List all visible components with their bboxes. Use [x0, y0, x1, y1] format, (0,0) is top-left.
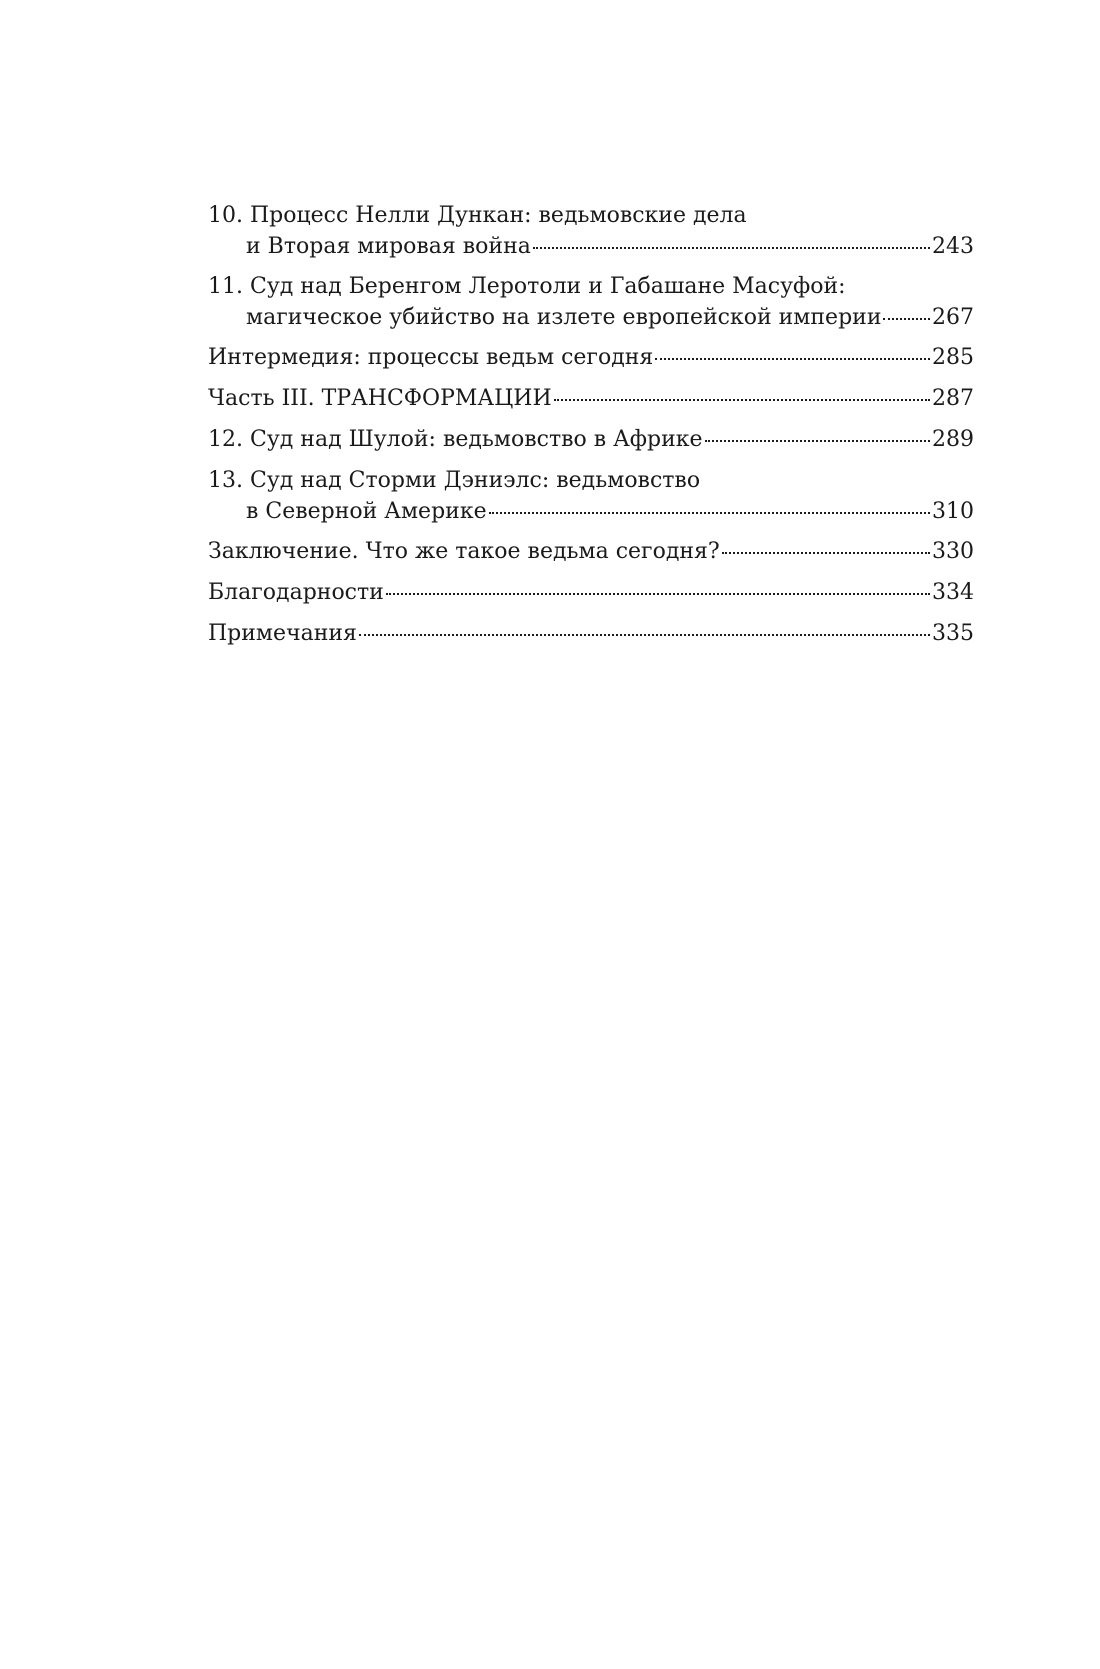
toc-entry-title-line2: магическое убийство на излете европейской империи [246, 305, 882, 330]
toc-entry-chapter-13 [208, 465, 974, 527]
dot-leader [533, 247, 930, 249]
toc-entry-notes [208, 618, 974, 649]
toc-entry-line [208, 383, 974, 414]
toc-page-number: 289 [932, 427, 974, 452]
toc-entry-title: 12. Суд над Шулой: ведьмовство в Африке [208, 427, 703, 452]
toc-entry-chapter-11 [208, 271, 974, 333]
toc-entry-title-line1: 13. Суд над Сторми Дэниэлс: ведьмовство [208, 468, 701, 493]
toc-entry-conclusion [208, 536, 974, 567]
toc-entry-title: Часть III. ТРАНСФОРМАЦИИ [208, 386, 552, 411]
dot-leader [489, 512, 930, 514]
toc-entry-title-line2: и Вторая мировая война [246, 234, 531, 259]
dot-leader [705, 440, 930, 442]
toc-entry-acknowledgements [208, 577, 974, 608]
toc-entry-line2 [208, 496, 974, 527]
dot-leader [359, 634, 930, 636]
toc-entry-line [208, 424, 974, 455]
toc-entry-chapter-12 [208, 424, 974, 455]
toc-page-number: 267 [932, 305, 974, 330]
toc-entry-line [208, 342, 974, 373]
toc-entry-line2 [208, 231, 974, 262]
toc-page-number: 335 [932, 621, 974, 646]
toc-entry-intermedia [208, 342, 974, 373]
dot-leader [883, 318, 930, 320]
toc-entry-part-3 [208, 383, 974, 414]
toc-entry-line [208, 536, 974, 567]
toc-entry-title: Примечания [208, 621, 357, 646]
toc-entry-title-line2: в Северной Америке [246, 499, 487, 524]
toc-entry-chapter-10 [208, 200, 974, 262]
toc-entry-title: Заключение. Что же такое ведьма сегодня? [208, 539, 720, 564]
toc-entry-title: Интермедия: процессы ведьм сегодня [208, 345, 654, 370]
toc-entry-line2 [208, 302, 974, 333]
dot-leader [386, 593, 930, 595]
toc-entry-line [208, 618, 974, 649]
toc-page-number: 243 [932, 234, 974, 259]
toc-entry-line [208, 577, 974, 608]
toc-page-number: 334 [932, 580, 974, 605]
toc-entry-title: Благодарности [208, 580, 384, 605]
dot-leader [655, 358, 930, 360]
dot-leader [722, 552, 930, 554]
toc-page-number: 285 [932, 345, 974, 370]
toc-page-number: 330 [932, 539, 974, 564]
toc-entry-title-line1: 11. Суд над Беренгом Леротоли и Габашане Масуфой: [208, 274, 846, 299]
dot-leader [554, 399, 930, 401]
toc-page-number: 310 [932, 499, 974, 524]
toc-page-number: 287 [932, 386, 974, 411]
toc-entry-title-line1: 10. Процесс Нелли Дункан: ведьмовские дела [208, 203, 747, 228]
table-of-contents [208, 200, 974, 659]
